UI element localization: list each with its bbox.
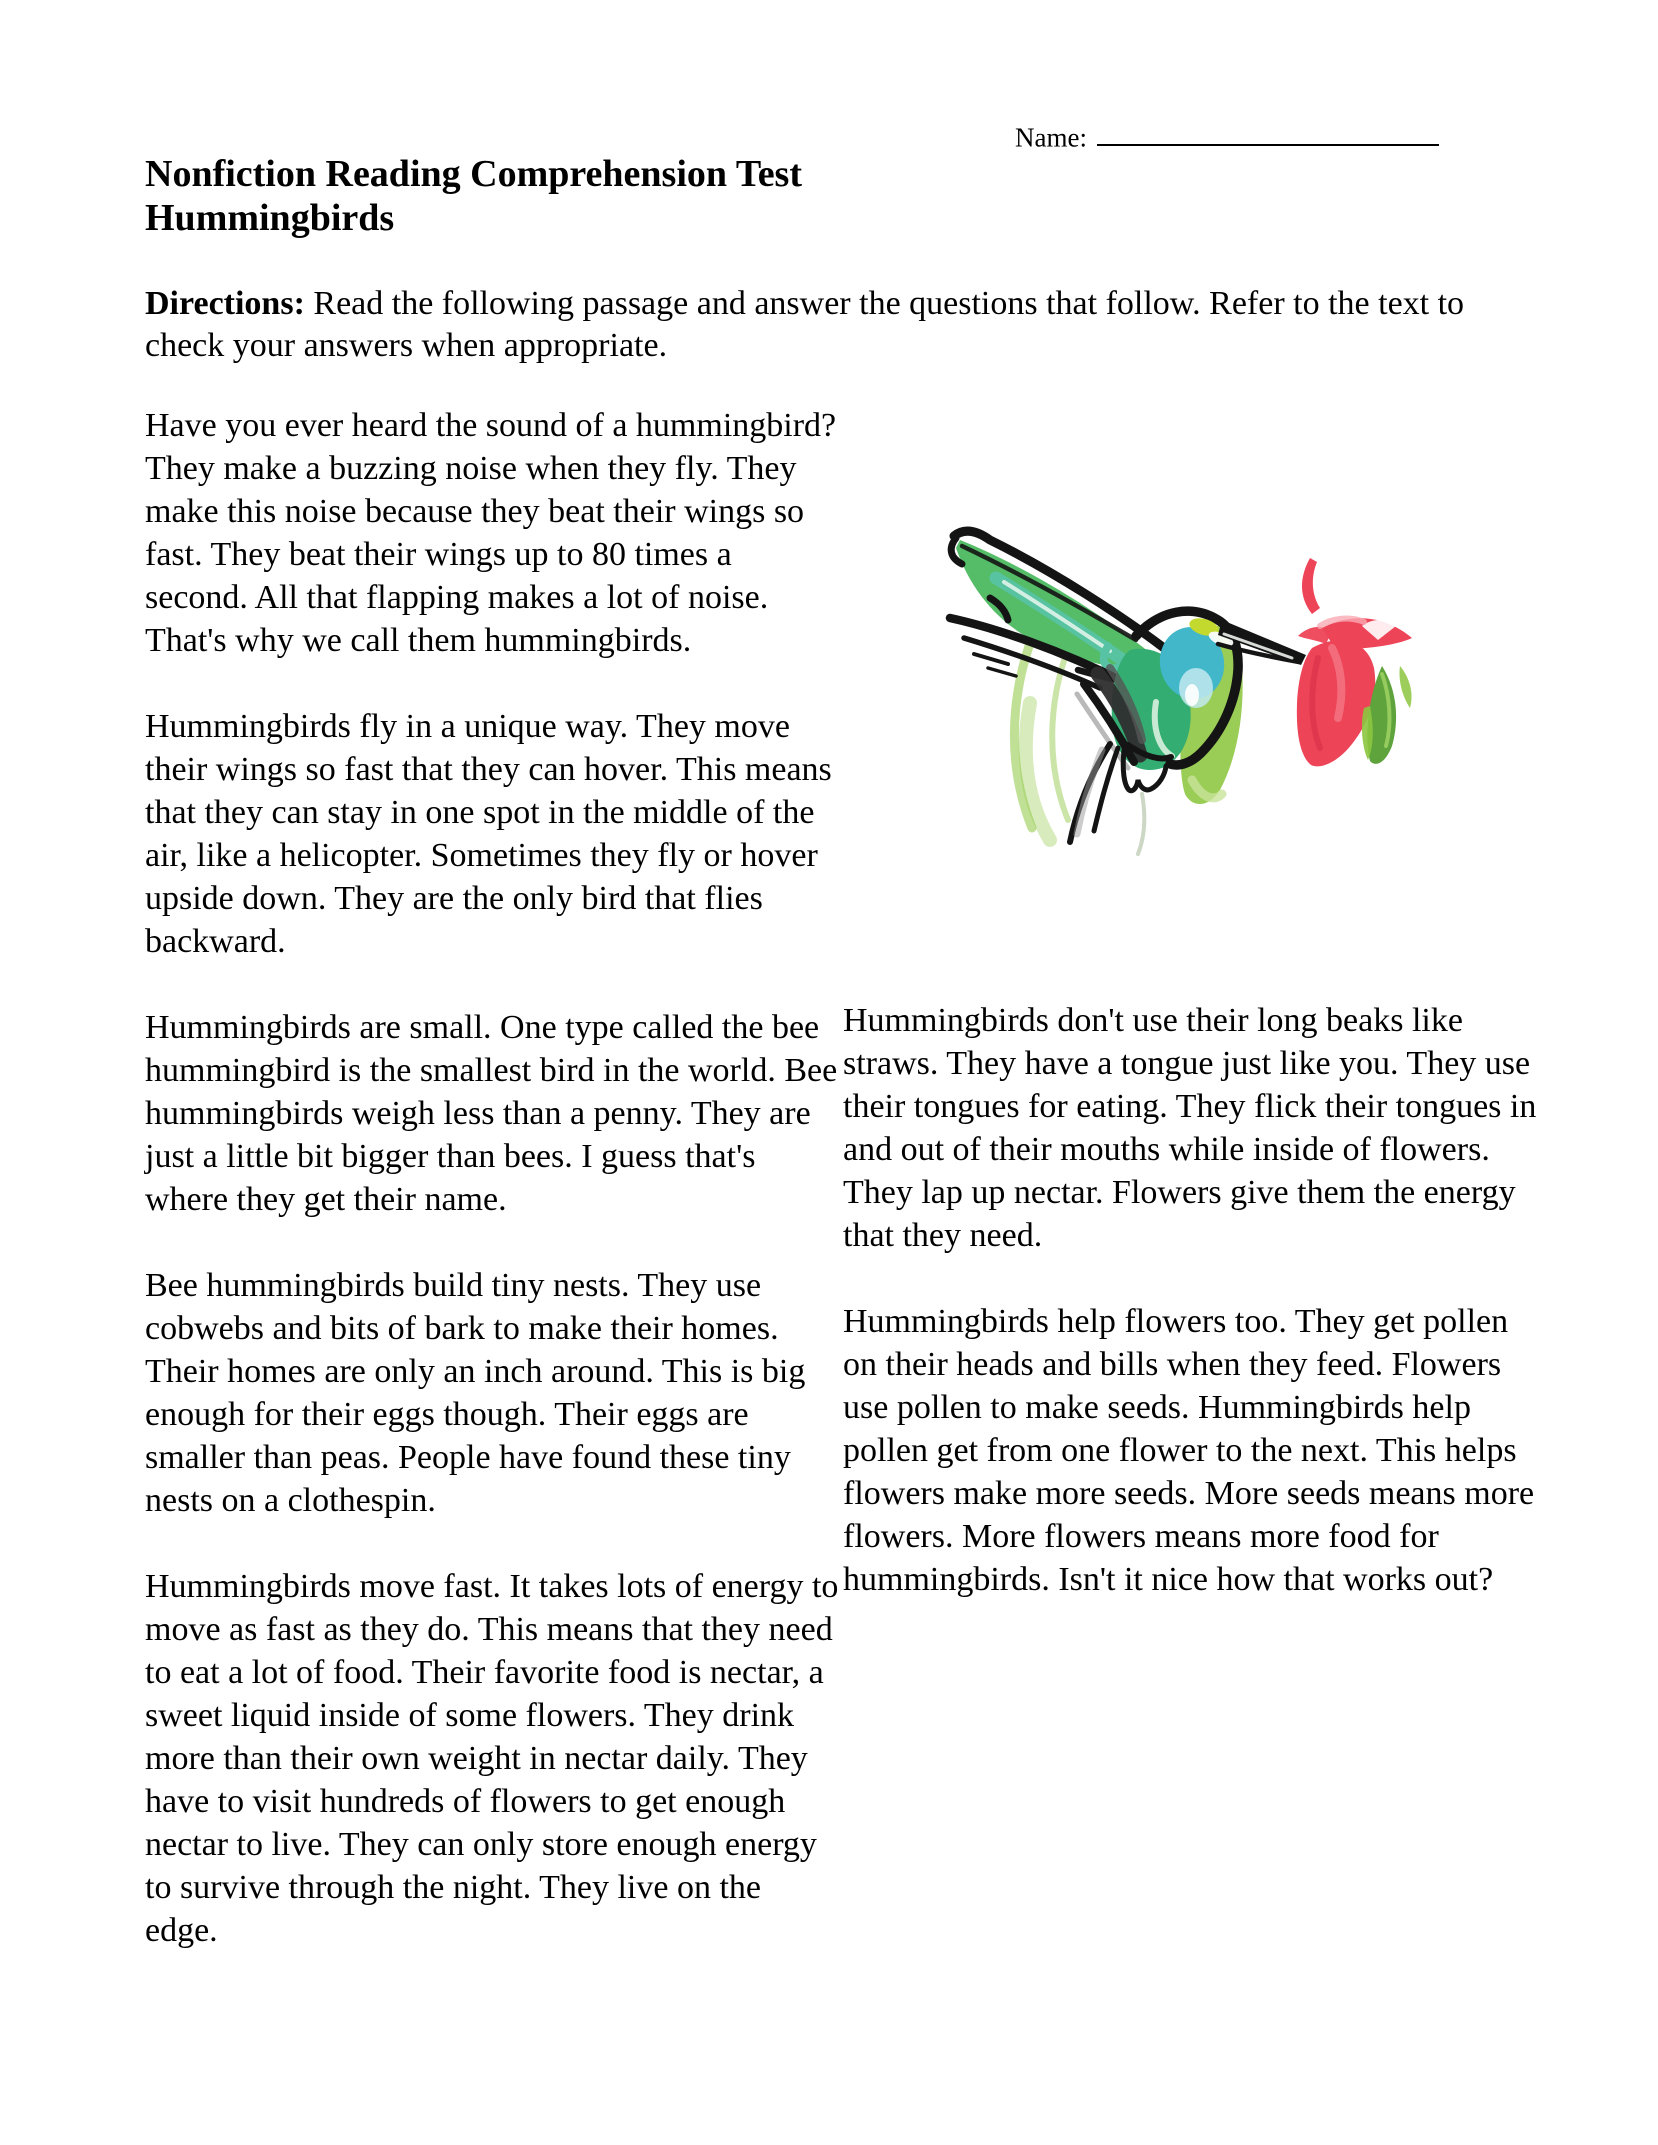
paragraph-5: Hummingbirds move fast. It takes lots of energy to move as fast as they do. This means that they need to eat a lot of food. Their favorite food is nectar, a sweet liquid inside of some flowers. They drink more than their own weight in nectar daily. They have to visit hundreds of flowers to get enough nectar to live. They can only store enough energy to survive through the night. They live on the edge. (145, 1568, 839, 1949)
hummingbird-flower-illustration (930, 498, 1450, 898)
paragraph-2: Hummingbirds fly in a unique way. They move their wings so fast that they can hover. This means that they can stay in one spot in the middle of the air, like a helicopter. Sometimes they fly or hover upside down. They are the only bird that flies backward. (145, 708, 832, 960)
directions-label: Directions: (145, 285, 305, 322)
paragraph-7: Hummingbirds help flowers too. They get pollen on their heads and bills when they feed. Flowers use pollen to make seeds. Hummingbirds help pollen get from one flower to the next. This helps flowers make more seeds. More seeds means more flowers. More flowers means more food for hummingbirds. Isn't it nice how that works out? (843, 1303, 1535, 1598)
paragraph-4: Bee hummingbirds build tiny nests. They use cobwebs and bits of bark to make their homes. Their homes are only an inch around. This is big enough for their eggs though. Their eggs are smaller than peas. People have found these tiny nests on a clothespin. (145, 1267, 806, 1519)
title-line1: Nonfiction Reading Comprehension Test (145, 153, 803, 195)
directions (145, 283, 1545, 367)
name-row (1015, 116, 1439, 153)
passage-column-left (145, 404, 842, 1995)
passage-column-right (843, 999, 1540, 1644)
directions-text: Read the following passage and answer the questions that follow. Refer to the text to check your answers when appropriate. (145, 285, 1465, 364)
name-blank-line[interactable] (1097, 116, 1439, 146)
paragraph-6: Hummingbirds don't use their long beaks like straws. They have a tongue just like you. They use their tongues for eating. They flick their tongues in and out of their mouths while inside of flowers. They lap up nectar. Flowers give them the energy that they need. (843, 1002, 1537, 1254)
paragraph-3: Hummingbirds are small. One type called the bee hummingbird is the smallest bird in the world. Bee hummingbirds weigh less than a penny. They are just a little bit bigger than bees. I guess that's where they get their name. (145, 1009, 838, 1218)
hummingbird-flower-icon (930, 498, 1450, 898)
worksheet-title (145, 152, 802, 240)
title-line2: Hummingbirds (145, 197, 395, 239)
name-label: Name: (1015, 122, 1087, 153)
paragraph-1: Have you ever heard the sound of a hummingbird? They make a buzzing noise when they fly. They make this noise because they beat their wings so fast. They beat their wings up to 80 times a second. All that flapping makes a lot of noise. That's why we call them hummingbirds. (145, 407, 837, 659)
